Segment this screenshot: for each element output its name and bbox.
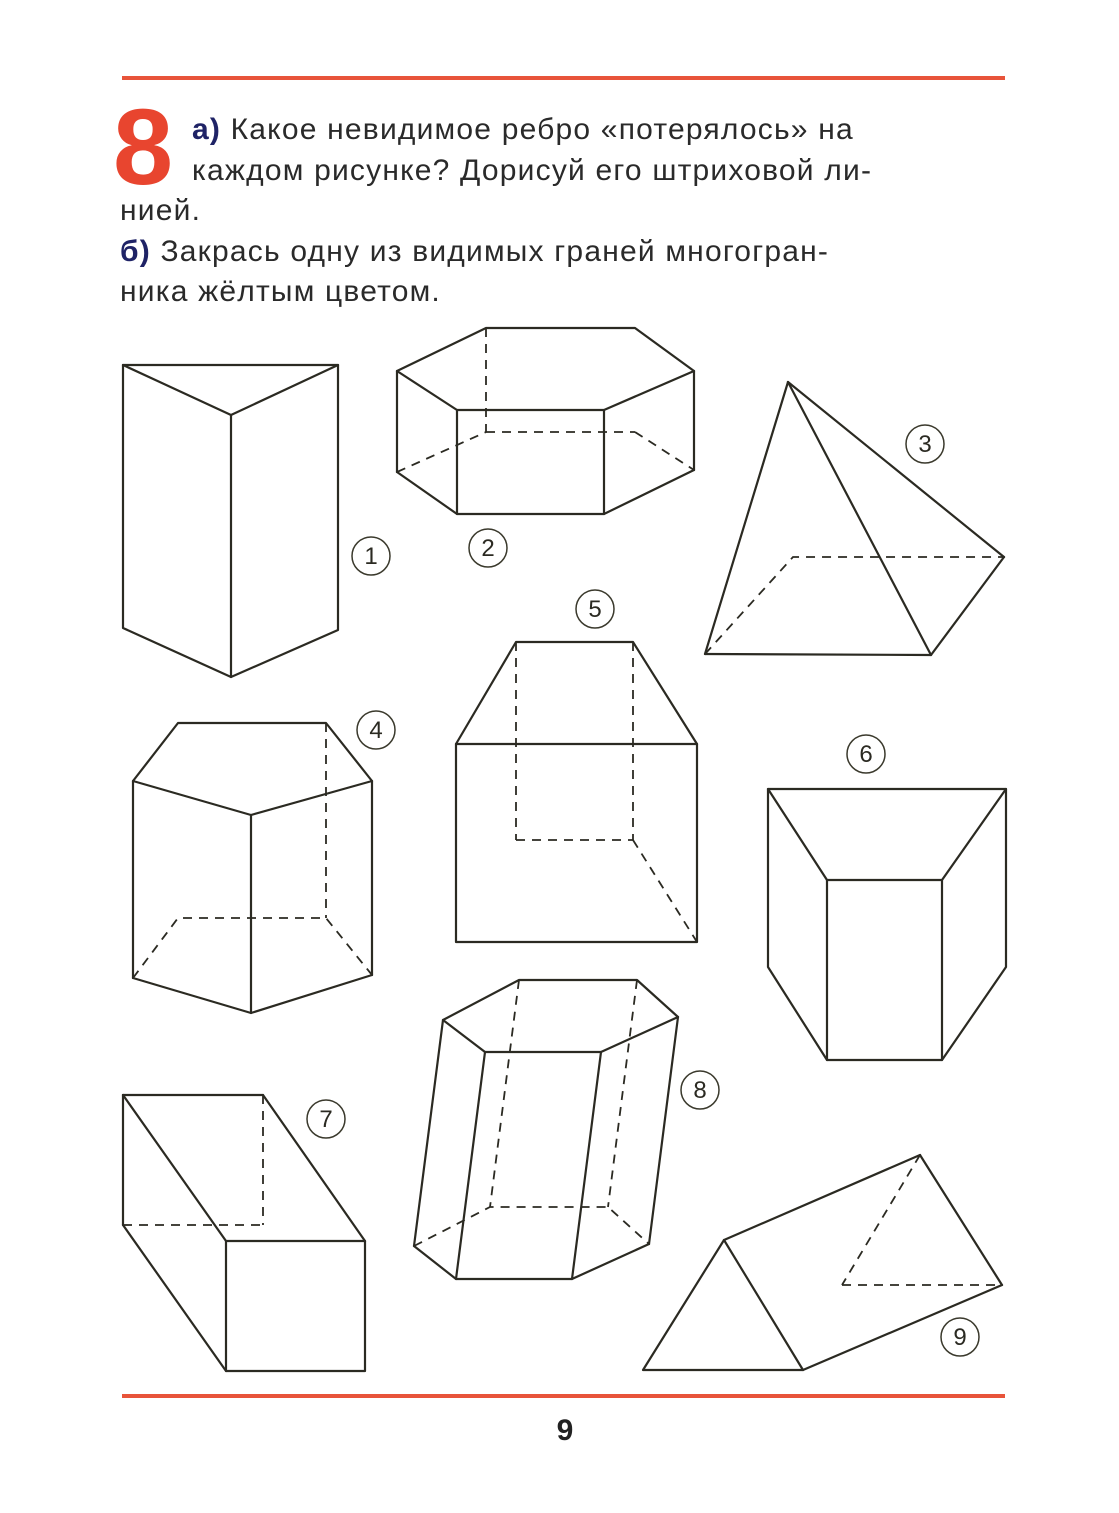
svg-text:5: 5 (588, 596, 602, 623)
figure-label-4 (357, 711, 395, 749)
part-b-line-2: ника жёлтым цветом. (120, 275, 441, 308)
part-a-line-3: нией. (120, 194, 202, 227)
part-b-line-1: Закрась одну из видимых граней многогран- (160, 234, 830, 268)
figure-label-9 (941, 1318, 979, 1356)
bottom-rule (122, 1394, 1005, 1398)
page-number: 9 (556, 1414, 574, 1447)
figure-label-2 (469, 529, 507, 567)
figure-label-6 (847, 735, 885, 773)
part-a-line-1: Какое невидимое ребро «потерялось» на (230, 113, 854, 146)
figure-8-hexagonal-prism (414, 980, 678, 1279)
svg-text:3: 3 (918, 431, 932, 458)
svg-text:7: 7 (319, 1106, 333, 1133)
figure-4-pentagonal-prism (133, 723, 372, 1013)
part-a-line-2: каждом рисунке? Дорисуй его штриховой ли- (192, 153, 873, 187)
svg-text:6: 6 (859, 741, 873, 768)
figure-3-pyramid (705, 382, 1004, 655)
figure-label-3 (906, 425, 944, 463)
figure-label-8 (681, 1071, 719, 1109)
svg-text:2: 2 (481, 535, 495, 562)
figure-6-prism (768, 789, 1006, 1060)
svg-text:9: 9 (953, 1324, 967, 1351)
part-a-marker: а) (192, 113, 222, 146)
svg-text:1: 1 (364, 543, 378, 570)
figure-label-1 (352, 537, 390, 575)
figure-label-5 (576, 590, 614, 628)
svg-text:8: 8 (693, 1077, 707, 1104)
figure-2-hexagonal-prism (397, 328, 694, 514)
task-number: 8 (113, 86, 174, 207)
figure-label-7 (307, 1100, 345, 1138)
figure-1-triangular-prism (123, 365, 338, 677)
svg-text:4: 4 (369, 717, 383, 744)
part-b-marker: б) (120, 234, 151, 268)
figure-5-prism (456, 642, 697, 942)
